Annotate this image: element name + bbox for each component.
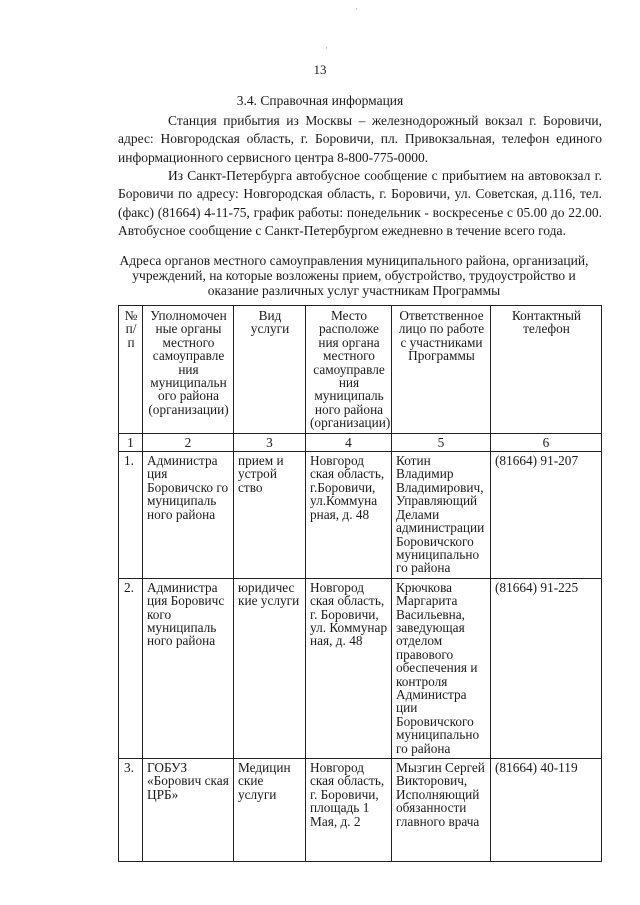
service-type: юридичес кие услуги bbox=[234, 578, 306, 758]
row-number: 3. bbox=[119, 759, 143, 862]
page-number: 13 bbox=[313, 62, 327, 77]
responsible-person: Крючкова Маргарита Васильевна, заведующая отделом правового обеспечения и контроля Администра ции Боровичского муниципально го района bbox=[392, 578, 491, 758]
section-heading: 3.4. Справочная информация bbox=[236, 93, 404, 108]
column-number: 6 bbox=[491, 433, 602, 451]
column-number: 1 bbox=[119, 433, 143, 451]
org-name: Администра ция Боровичс кого муниципаль ного района bbox=[143, 578, 234, 758]
org-location: Новгород ская область, г. Боровичи, ул. Коммунар ная, д. 48 bbox=[306, 578, 392, 758]
responsible-person: Котин Владимир Владимирович, Управляющий Делами администрации Боровичского муниципально го района bbox=[392, 452, 491, 579]
column-number-row bbox=[119, 433, 602, 451]
table-row bbox=[119, 578, 602, 758]
service-type: Медицин ские услуги bbox=[234, 759, 306, 862]
service-type: прием и устрой ство bbox=[234, 452, 306, 579]
scan-speck: · bbox=[355, 4, 358, 14]
column-number: 4 bbox=[306, 433, 392, 451]
column-number: 2 bbox=[143, 433, 234, 451]
contact-phone: (81664) 40-119 bbox=[491, 759, 602, 862]
org-name: Администра ция Боровичско го муниципаль ного района bbox=[143, 452, 234, 579]
org-name: ГОБУЗ «Борович ская ЦРБ» bbox=[143, 759, 234, 862]
row-number: 2. bbox=[119, 578, 143, 758]
table-caption: Адреса органов местного самоуправления муниципального района, организаций, учреждений, на которые возложены прием, обустройство, трудоустройство и оказание различных услуг участникам Программы bbox=[119, 253, 589, 298]
scan-speck: · bbox=[325, 43, 328, 53]
responsible-person: Мызгин Сергей Викторович, Исполняющий обязанности главного врача bbox=[392, 759, 491, 862]
row-number: 1. bbox=[119, 452, 143, 579]
paragraph-arrival-moscow: Станция прибытия из Москвы – железнодорожный вокзал г. Боровичи, адрес: Новгородская область, г. Боровичи, пл. Привокзальная, телефон единого информационного сервисного центра 8-800-775-0000. bbox=[118, 113, 602, 165]
column-number: 5 bbox=[392, 433, 491, 451]
contact-phone: (81664) 91-207 bbox=[491, 452, 602, 579]
column-number: 3 bbox=[234, 433, 306, 451]
table-row bbox=[119, 452, 602, 579]
header-responsible: Ответственное лицо по работе с участниками Программы bbox=[392, 306, 491, 434]
paragraph-arrival-spb: Из Санкт-Петербурга автобусное сообщение с прибытием на автовокзал г. Боровичи по адресу: Новгородская область, г. Боровичи, ул. Советская, д.116, тел. (факс) (81664) 4-11-75, график работы: понедельник - воскресенье с 05.00 до 22.00. Автобусное сообщение с Санкт-Петербургом ежедневно в течение всего года. bbox=[118, 168, 602, 238]
organizations-table bbox=[118, 305, 602, 862]
table-header-row bbox=[119, 306, 602, 434]
header-number: № п/п bbox=[119, 306, 143, 434]
header-authority: Уполномочен ные органы местного самоуправле ния муниципальн ого района (организации) bbox=[143, 306, 234, 434]
header-service: Вид услуги bbox=[234, 306, 306, 434]
org-location: Новгород ская область, г.Боровичи, ул.Коммуна рная, д. 48 bbox=[306, 452, 392, 579]
header-location: Место расположе ния органа местного самоуправле ния муниципаль ного района (организации) bbox=[306, 306, 392, 434]
table-row bbox=[119, 759, 602, 862]
contact-phone: (81664) 91-225 bbox=[491, 578, 602, 758]
org-location: Новгород ская область, г. Боровичи, площадь 1 Мая, д. 2 bbox=[306, 759, 392, 862]
header-phone: Контактный телефон bbox=[491, 306, 602, 434]
